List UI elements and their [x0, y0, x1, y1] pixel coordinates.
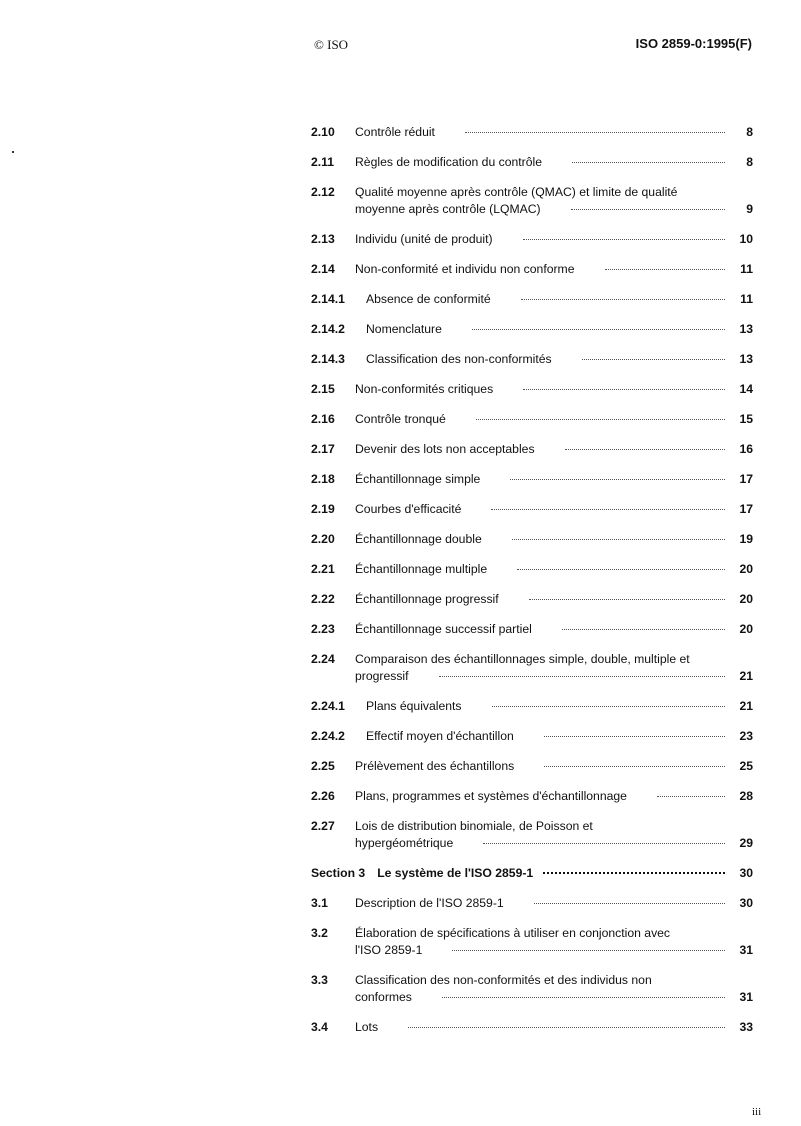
toc-page-number: 21 — [739, 699, 753, 713]
dot-leader — [491, 509, 725, 510]
toc-entry[interactable] — [311, 895, 753, 912]
dot-leader — [529, 599, 725, 600]
toc-entry[interactable] — [311, 972, 753, 1006]
toc-entry-line — [355, 925, 753, 942]
toc-entry-body — [355, 261, 753, 278]
toc-page-number: 20 — [739, 592, 753, 606]
toc-entry-line — [355, 261, 753, 278]
toc-entry[interactable] — [311, 818, 753, 852]
toc-entry-line — [355, 895, 753, 912]
toc-entry-title: Prélèvement des échantillons — [355, 759, 515, 773]
toc-entry-number: 3.3 — [311, 973, 328, 987]
toc-entry-body — [355, 1019, 753, 1036]
dot-leader — [657, 796, 725, 797]
toc-page-number: 29 — [739, 836, 753, 850]
toc-entry-line — [366, 291, 753, 308]
toc-entry-body — [377, 865, 753, 882]
dot-leader — [517, 569, 725, 570]
toc-entry[interactable] — [311, 411, 753, 428]
toc-entry-body — [355, 531, 753, 548]
toc-page-number: 13 — [739, 352, 753, 366]
dot-leader — [543, 872, 725, 874]
toc-page-number: 31 — [739, 990, 753, 1004]
toc-entry-line — [355, 411, 753, 428]
dot-leader — [523, 239, 725, 240]
dot-leader — [582, 359, 725, 360]
toc-entry-body — [355, 231, 753, 248]
toc-entry-number: 2.11 — [311, 155, 335, 169]
toc-page-number: 17 — [739, 472, 753, 486]
dot-leader — [605, 269, 726, 270]
toc-entry[interactable] — [311, 351, 753, 368]
toc-entry-body — [355, 411, 753, 428]
toc-entry-line — [355, 1019, 753, 1036]
toc-entry-number: 2.13 — [311, 232, 335, 246]
toc-page-number: 10 — [739, 232, 753, 246]
toc-entry-body — [366, 698, 753, 715]
toc-entry-number: 2.14.1 — [311, 292, 345, 306]
toc-entry-number: 2.15 — [311, 382, 335, 396]
dot-leader — [544, 736, 725, 737]
toc-page-number: 30 — [739, 896, 753, 910]
toc-entry-line — [366, 728, 753, 745]
toc-entry[interactable] — [311, 291, 753, 308]
dot-leader — [562, 629, 725, 630]
toc-entry-line — [355, 758, 753, 775]
toc-entry-line — [355, 501, 753, 518]
toc-page-number: 15 — [739, 412, 753, 426]
toc-entry-body — [355, 651, 753, 685]
toc-entry-line — [355, 531, 753, 548]
toc-entry-title: Contrôle réduit — [355, 125, 435, 139]
dot-leader — [565, 449, 725, 450]
toc-page-number: 25 — [739, 759, 753, 773]
toc-entry-number: 2.16 — [311, 412, 335, 426]
toc-section-heading[interactable] — [311, 865, 753, 882]
toc-entry-title: Nomenclature — [366, 322, 442, 336]
toc-entry-line — [355, 184, 753, 201]
dot-leader — [523, 389, 725, 390]
toc-page-number: 16 — [739, 442, 753, 456]
toc-page-number: 30 — [739, 866, 753, 880]
toc-entry-line — [355, 381, 753, 398]
toc-entry[interactable] — [311, 441, 753, 458]
dot-leader — [483, 843, 725, 844]
toc-entry-body — [366, 728, 753, 745]
dot-leader — [476, 419, 725, 420]
toc-entry-title: progressif — [355, 669, 409, 683]
toc-page-number: 31 — [739, 943, 753, 957]
toc-page-number: 13 — [739, 322, 753, 336]
toc-entry-number: 2.18 — [311, 472, 335, 486]
toc-page-number: 19 — [739, 532, 753, 546]
toc-entry-title: Comparaison des échantillonnages simple, double, multiple et — [355, 652, 690, 666]
toc-entry-line — [366, 321, 753, 338]
toc-entry-title: Échantillonnage progressif — [355, 592, 499, 606]
toc-entry-title: Lots — [355, 1020, 379, 1034]
toc-entry-title: Non-conformité et individu non conforme — [355, 262, 575, 276]
toc-entry-line — [355, 201, 753, 218]
toc-entry-number: 3.1 — [311, 896, 328, 910]
toc-entry-number: Section 3 — [311, 866, 366, 880]
toc-entry-line — [377, 865, 753, 882]
toc-entry-line — [355, 441, 753, 458]
toc-entry[interactable] — [311, 231, 753, 248]
toc-entry-line — [355, 591, 753, 608]
toc-entry-title: Individu (unité de produit) — [355, 232, 493, 246]
toc-entry-body — [355, 184, 753, 218]
toc-entry[interactable] — [311, 698, 753, 715]
toc-page-number: 21 — [739, 669, 753, 683]
toc-entry-number: 2.17 — [311, 442, 335, 456]
toc-entry-title: Échantillonnage simple — [355, 472, 481, 486]
dot-leader — [572, 162, 725, 163]
toc-page-number: 14 — [739, 382, 753, 396]
toc-entry-line — [355, 561, 753, 578]
toc-entry[interactable] — [311, 531, 753, 548]
toc-entry-line — [366, 698, 753, 715]
toc-entry-title: Classification des non-conformités — [366, 352, 552, 366]
toc-entry-line — [355, 231, 753, 248]
toc-entry-title: hypergéométrique — [355, 836, 454, 850]
toc-entry-body — [366, 351, 753, 368]
toc-entry-title: Courbes d'efficacité — [355, 502, 462, 516]
toc-entry-body — [355, 758, 753, 775]
toc-entry-title: Devenir des lots non acceptables — [355, 442, 535, 456]
toc-entry-body — [355, 441, 753, 458]
toc-entry-body — [366, 321, 753, 338]
toc-entry-body — [355, 972, 753, 1006]
dot-leader — [521, 299, 725, 300]
toc-entry[interactable] — [311, 788, 753, 805]
toc-entry-body — [355, 154, 753, 171]
toc-entry[interactable] — [311, 321, 753, 338]
toc-entry-title: Plans, programmes et systèmes d'échantillonnage — [355, 789, 627, 803]
toc-entry-body — [355, 788, 753, 805]
toc-entry[interactable] — [311, 471, 753, 488]
toc-page-number: 11 — [740, 262, 753, 276]
toc-page-number: 33 — [739, 1020, 753, 1034]
dot-leader — [408, 1027, 725, 1028]
toc-entry-line — [355, 651, 753, 668]
toc-entry-title: Description de l'ISO 2859-1 — [355, 896, 504, 910]
toc-page-number: 9 — [746, 202, 753, 216]
toc-entry-number: 2.24 — [311, 652, 335, 666]
toc-entry-title: Qualité moyenne après contrôle (QMAC) et limite de qualité — [355, 185, 678, 199]
toc-entry-number: 2.19 — [311, 502, 335, 516]
scan-speck — [12, 151, 14, 153]
toc-entry-number: 2.27 — [311, 819, 335, 833]
toc-page-number: 20 — [739, 622, 753, 636]
toc-entry-line — [355, 471, 753, 488]
copyright-header: © ISO — [314, 37, 349, 52]
dot-leader — [452, 950, 725, 951]
toc-entry-title: Absence de conformité — [366, 292, 491, 306]
toc-entry-line — [355, 124, 753, 141]
dot-leader — [571, 209, 725, 210]
toc-entry-number: 2.10 — [311, 125, 335, 139]
toc-page-number: 17 — [739, 502, 753, 516]
toc-entry-number: 2.26 — [311, 789, 335, 803]
toc-entry-line — [355, 621, 753, 638]
toc-entry-body — [355, 471, 753, 488]
toc-entry[interactable] — [311, 154, 753, 171]
toc-entry[interactable] — [311, 1019, 753, 1036]
dot-leader — [442, 997, 725, 998]
toc-entry-body — [355, 818, 753, 852]
toc-entry-number: 2.20 — [311, 532, 335, 546]
toc-entry[interactable] — [311, 381, 753, 398]
toc-entry-title: Échantillonnage multiple — [355, 562, 488, 576]
dot-leader — [544, 766, 725, 767]
toc-entry[interactable] — [311, 925, 753, 959]
toc-entry-number: 2.24.2 — [311, 729, 345, 743]
dot-leader — [439, 676, 725, 677]
toc-entry-body — [355, 381, 753, 398]
document-id-header: ISO 2859-0:1995(F) — [635, 36, 752, 51]
toc-entry-number: 2.21 — [311, 562, 335, 576]
toc-entry-body — [355, 561, 753, 578]
toc-entry[interactable] — [311, 758, 753, 775]
dot-leader — [534, 903, 725, 904]
toc-entry-line — [355, 942, 753, 959]
toc-entry-line — [355, 668, 753, 685]
toc-page-number: 11 — [740, 292, 753, 306]
toc-entry-title: Classification des non-conformités et des individus non — [355, 973, 652, 987]
toc-entry[interactable] — [311, 651, 753, 685]
toc-entry-title: Le système de l'ISO 2859-1 — [377, 866, 534, 880]
toc-entry-body — [355, 895, 753, 912]
toc-page-number: 20 — [739, 562, 753, 576]
toc-entry[interactable] — [311, 261, 753, 278]
toc-entry-number: 2.12 — [311, 185, 335, 199]
toc-entry-line — [355, 835, 753, 852]
toc-entry-number: 2.14.2 — [311, 322, 345, 336]
toc-entry[interactable] — [311, 591, 753, 608]
toc-entry-title: Non-conformités critiques — [355, 382, 494, 396]
toc-entry-number: 2.22 — [311, 592, 335, 606]
dot-leader — [510, 479, 725, 480]
dot-leader — [492, 706, 725, 707]
toc-entry-body — [355, 124, 753, 141]
toc-entry-title: conformes — [355, 990, 412, 1004]
toc-entry-body — [355, 621, 753, 638]
toc-entry-number: 3.4 — [311, 1020, 328, 1034]
toc-entry-line — [366, 351, 753, 368]
toc-entry-line — [355, 818, 753, 835]
toc-entry[interactable] — [311, 561, 753, 578]
toc-entry-title: Effectif moyen d'échantillon — [366, 729, 514, 743]
toc-entry-title: Échantillonnage successif partiel — [355, 622, 532, 636]
toc-entry-body — [355, 925, 753, 959]
toc-entry-number: 3.2 — [311, 926, 328, 940]
toc-entry-number: 2.24.1 — [311, 699, 345, 713]
toc-entry-number: 2.14 — [311, 262, 335, 276]
toc-entry-title: Lois de distribution binomiale, de Poisson et — [355, 819, 593, 833]
toc-entry-title: Règles de modification du contrôle — [355, 155, 542, 169]
toc-entry-title: Élaboration de spécifications à utiliser en conjonction avec — [355, 926, 671, 940]
toc-entry[interactable] — [311, 501, 753, 518]
toc-entry-number: 2.23 — [311, 622, 335, 636]
dot-leader — [512, 539, 725, 540]
toc-entry-number: 2.25 — [311, 759, 335, 773]
toc-entry-number: 2.14.3 — [311, 352, 345, 366]
dot-leader — [472, 329, 725, 330]
toc-entry-title: Plans équivalents — [366, 699, 462, 713]
table-of-contents — [311, 124, 753, 1049]
toc-entry-line — [355, 972, 753, 989]
toc-entry[interactable] — [311, 621, 753, 638]
toc-page-number: 8 — [746, 125, 753, 139]
page-number: iii — [752, 1106, 762, 1118]
dot-leader — [465, 132, 725, 133]
toc-entry[interactable] — [311, 728, 753, 745]
toc-entry-line — [355, 154, 753, 171]
toc-entry[interactable] — [311, 124, 753, 141]
toc-page-number: 23 — [739, 729, 753, 743]
toc-entry-line — [355, 788, 753, 805]
toc-entry-line — [355, 989, 753, 1006]
toc-entry-title: Échantillonnage double — [355, 532, 482, 546]
toc-entry-title: moyenne après contrôle (LQMAC) — [355, 202, 541, 216]
toc-entry-title: l'ISO 2859-1 — [355, 943, 423, 957]
toc-entry-body — [366, 291, 753, 308]
toc-entry[interactable] — [311, 184, 753, 218]
toc-entry-title: Contrôle tronqué — [355, 412, 446, 426]
toc-page-number: 28 — [739, 789, 753, 803]
toc-entry-body — [355, 501, 753, 518]
toc-page-number: 8 — [746, 155, 753, 169]
toc-entry-body — [355, 591, 753, 608]
